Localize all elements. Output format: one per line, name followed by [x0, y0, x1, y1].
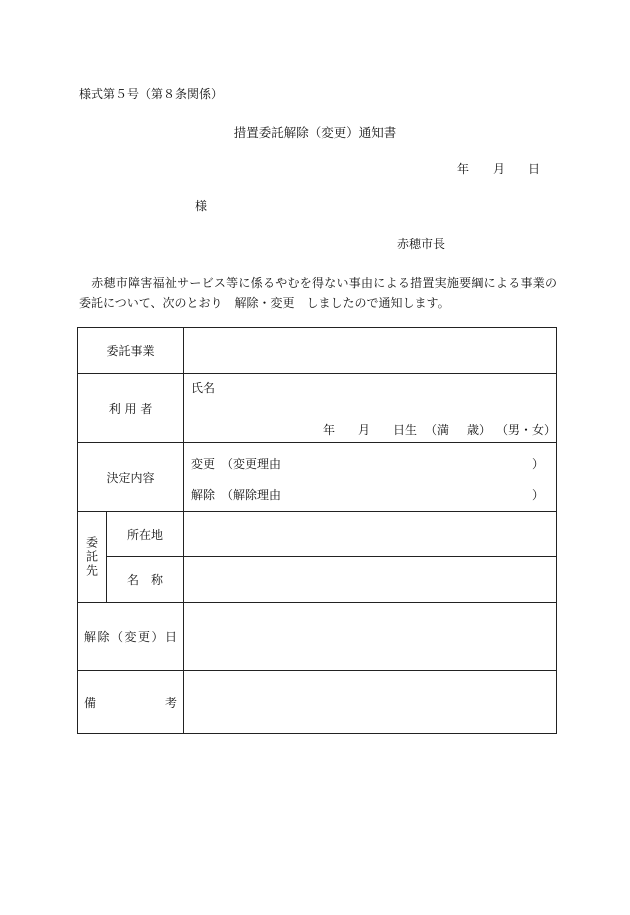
row-decision — [78, 443, 557, 512]
notice-form-table — [77, 327, 557, 734]
row-location — [78, 512, 557, 557]
cancel-close-paren: ） — [532, 488, 545, 502]
user-name-label: 氏名 — [191, 381, 216, 395]
user-field[interactable] — [184, 374, 557, 443]
change-close-paren: ） — [532, 457, 545, 471]
addressee-suffix: 様 — [195, 199, 208, 213]
row-user — [78, 374, 557, 443]
row-date — [78, 603, 557, 671]
date-label-char: ） — [151, 630, 164, 644]
remarks-label-char: 備 — [84, 695, 97, 710]
change-line — [191, 455, 544, 472]
date-label-cell — [78, 603, 184, 671]
birth-day: 日生 — [393, 423, 418, 437]
date-label-char: （ — [111, 630, 124, 644]
birth-month: 月 — [358, 423, 371, 437]
form-number: 様式第５号（第８条関係） — [79, 87, 224, 101]
name-field[interactable] — [184, 557, 557, 603]
row-remarks — [78, 671, 557, 734]
row-business — [78, 328, 557, 374]
date-label-char: 更 — [138, 630, 151, 644]
cancel-reason-label: 解除 （解除理由 — [191, 488, 282, 502]
remarks-label — [78, 694, 183, 711]
birth-year: 年 — [323, 423, 336, 437]
contractor-label-cell — [78, 512, 107, 603]
date-month: 月 — [493, 162, 506, 176]
date-field[interactable] — [184, 603, 557, 671]
sender-name: 赤穂市長 — [397, 237, 446, 251]
remarks-field[interactable] — [184, 671, 557, 734]
date-year: 年 — [457, 162, 470, 176]
document-title: 措置委託解除（変更）通知書 — [233, 125, 397, 140]
notice-body-text: 赤穂市障害福祉サービス等に係るやむを得ない事由による措置実施要綱による事業の委託について、次のとおり 解除・変更 しましたので通知します。 — [79, 276, 557, 310]
decision-label: 決定内容 — [78, 443, 184, 512]
sex-choice: （男・女） — [496, 423, 557, 437]
decision-field[interactable] — [184, 443, 557, 512]
cancel-line — [191, 486, 544, 503]
date-label — [78, 628, 183, 645]
notice-body — [79, 273, 557, 313]
date-label-char: 日 — [165, 630, 178, 644]
date-label-char: 変 — [124, 630, 137, 644]
location-label: 所在地 — [107, 512, 184, 557]
change-reason-label: 変更 （変更理由 — [191, 457, 282, 471]
contractor-label: 委託先 — [84, 536, 99, 578]
name-label: 名 称 — [107, 557, 184, 603]
business-label: 委託事業 — [78, 328, 184, 374]
business-field[interactable] — [184, 328, 557, 374]
location-field[interactable] — [184, 512, 557, 557]
date-day: 日 — [528, 162, 541, 176]
date-label-char: 除 — [97, 630, 110, 644]
age-close: 歳） — [467, 423, 492, 437]
date-label-char: 解 — [84, 630, 97, 644]
age-open: （満 — [425, 423, 450, 437]
remarks-label-cell — [78, 671, 184, 734]
remarks-label-char: 考 — [165, 695, 178, 710]
row-name — [78, 557, 557, 603]
user-label: 利 用 者 — [78, 374, 184, 443]
